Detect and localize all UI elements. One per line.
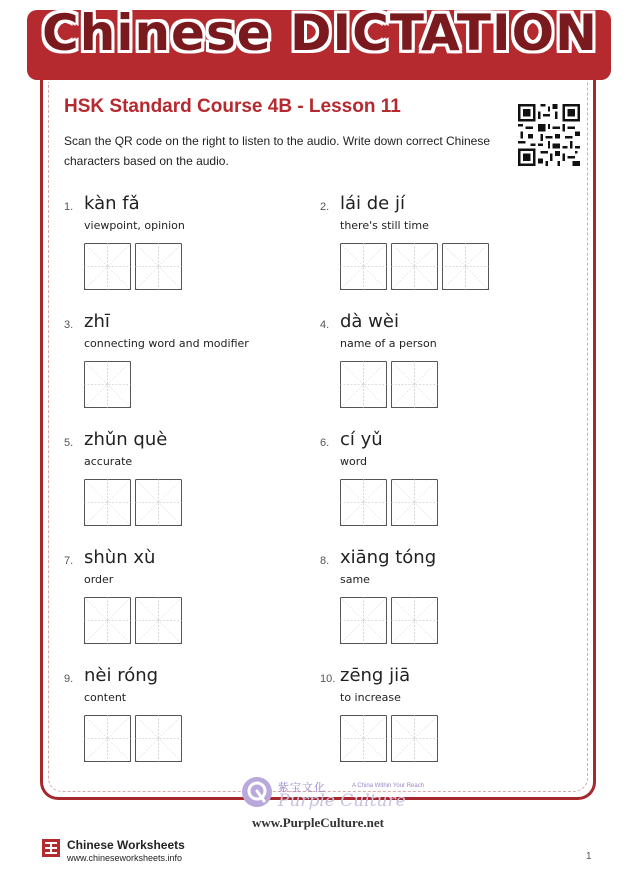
writing-boxes: [84, 361, 131, 408]
item-number: 3.: [64, 319, 74, 331]
item-number: 5.: [64, 437, 74, 449]
character-grid-box[interactable]: [340, 715, 387, 762]
character-grid-box[interactable]: [84, 361, 131, 408]
item-number: 2.: [320, 201, 330, 213]
watermark-tagline: A China Within Your Reach: [352, 783, 425, 789]
character-grid-box[interactable]: [391, 361, 438, 408]
character-grid-box[interactable]: [135, 715, 182, 762]
page-number: 1: [586, 851, 592, 862]
writing-boxes: [340, 243, 489, 290]
item-meaning: there's still time: [340, 219, 429, 232]
lesson-title: HSK Standard Course 4B - Lesson 11: [64, 96, 401, 117]
watermark-url[interactable]: www.PurpleCulture.net: [252, 815, 384, 830]
character-grid-box[interactable]: [391, 243, 438, 290]
item-pinyin: shùn xù: [84, 547, 156, 568]
character-grid-box[interactable]: [340, 479, 387, 526]
writing-boxes: [340, 479, 438, 526]
character-grid-box[interactable]: [84, 243, 131, 290]
item-meaning: word: [340, 455, 368, 468]
item-meaning: viewpoint, opinion: [84, 219, 185, 232]
item-meaning: to increase: [340, 691, 401, 704]
item-number: 4.: [320, 319, 330, 331]
writing-boxes: [84, 597, 182, 644]
item-pinyin: xiāng tóng: [340, 547, 437, 568]
item-number: 8.: [320, 555, 330, 567]
item-pinyin: lái de jí: [340, 193, 405, 214]
character-grid-box[interactable]: [135, 597, 182, 644]
character-grid-box[interactable]: [340, 243, 387, 290]
character-grid-box[interactable]: [84, 715, 131, 762]
item-number: 9.: [64, 673, 74, 685]
character-grid-box[interactable]: [135, 243, 182, 290]
item-pinyin: nèi róng: [84, 665, 159, 686]
writing-boxes: [84, 479, 182, 526]
item-meaning: content: [84, 691, 127, 704]
banner-title: Chinese DICTATION: [42, 4, 598, 62]
writing-boxes: [340, 361, 438, 408]
character-grid-box[interactable]: [135, 479, 182, 526]
purple-culture-logo-icon: [240, 775, 274, 809]
watermark-chinese-name: 紫宝文化: [278, 781, 326, 794]
item-pinyin: kàn fǎ: [84, 193, 140, 214]
writing-boxes: [340, 597, 438, 644]
chinese-worksheets-logo-icon: [42, 839, 60, 857]
character-grid-box[interactable]: [391, 597, 438, 644]
item-meaning: order: [84, 573, 114, 586]
character-grid-box[interactable]: [442, 243, 489, 290]
writing-boxes: [84, 243, 182, 290]
character-grid-box[interactable]: [340, 361, 387, 408]
qr-code-icon[interactable]: [518, 104, 580, 166]
footer-url[interactable]: www.chineseworksheets.info: [67, 853, 183, 863]
item-pinyin: zhī: [84, 311, 110, 332]
character-grid-box[interactable]: [391, 479, 438, 526]
item-meaning: name of a person: [340, 337, 437, 350]
item-pinyin: zēng jiā: [340, 665, 411, 686]
item-meaning: connecting word and modifier: [84, 337, 249, 350]
character-grid-box[interactable]: [84, 479, 131, 526]
footer-title: Chinese Worksheets: [67, 838, 185, 852]
writing-boxes: [340, 715, 438, 762]
watermark-brand: Purple Culture: [278, 791, 406, 811]
instructions-text: Scan the QR code on the right to listen to the audio. Write down correct Chinese characters based on the audio.: [64, 134, 491, 168]
item-meaning: same: [340, 573, 370, 586]
item-number: 1.: [64, 201, 74, 213]
writing-boxes: [84, 715, 182, 762]
item-pinyin: zhǔn què: [84, 429, 168, 450]
item-pinyin: dà wèi: [340, 311, 399, 332]
item-number: 6.: [320, 437, 330, 449]
item-pinyin: cí yǔ: [340, 429, 383, 450]
item-number: 10.: [320, 673, 336, 685]
character-grid-box[interactable]: [84, 597, 131, 644]
character-grid-box[interactable]: [340, 597, 387, 644]
item-number: 7.: [64, 555, 74, 567]
character-grid-box[interactable]: [391, 715, 438, 762]
item-meaning: accurate: [84, 455, 133, 468]
